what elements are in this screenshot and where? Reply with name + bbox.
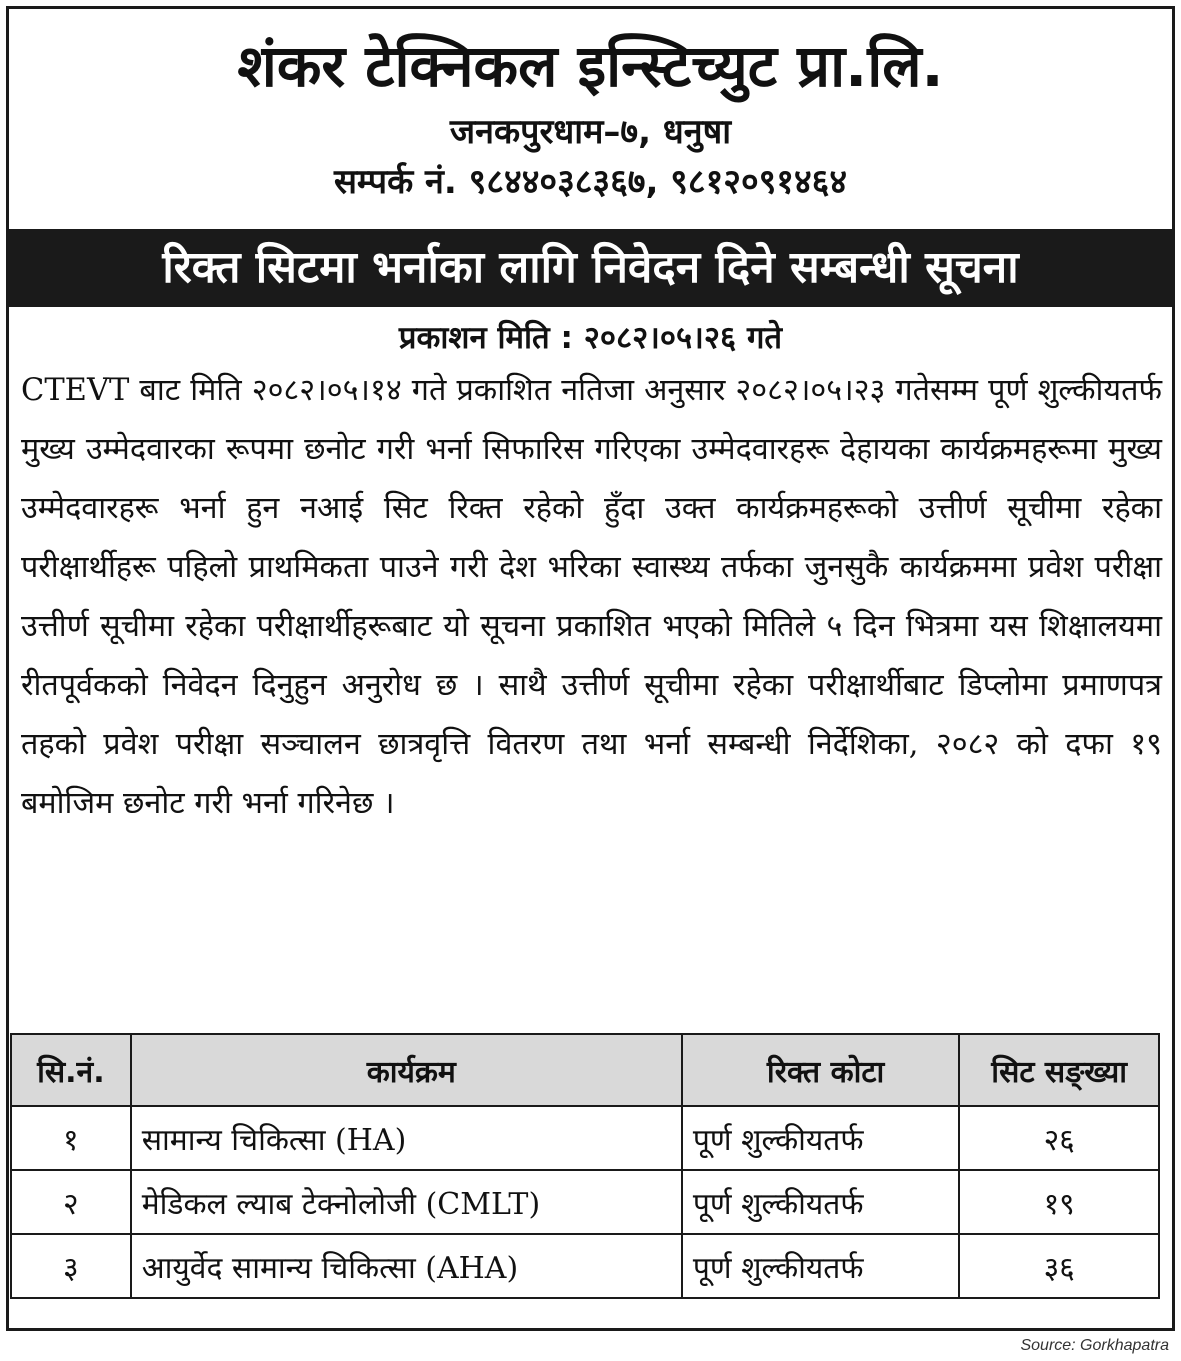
notice-body: CTEVT बाट मिति २०८२।०५।१४ गते प्रकाशित नतिजा अनुसार २०८२।०५।२३ गतेसम्म पूर्ण शुल्कीयतर्फ मुख्य उम्मेदवारका रूपमा छनोट गरी भर्ना सिफारिस गरिएका उम्मेदवारहरू देहायका कार्यक्रमहरूमा मुख्य उम्मेदवारहरू भर्ना हुन नआई सिट रिक्त रहेको हुँदा उक्त कार्यक्रमहरूको उत्तीर्ण सूचीमा रहेका परीक्षार्थीहरू पहिलो प्राथमिकता पाउने गरी देश भरिका स्वास्थ्य तर्फका जुनसुकै कार्यक्रममा प्रवेश परीक्षा उत्तीर्ण सूचीमा रहेका परीक्षार्थीहरूबाट यो सूचना प्रकाशित भएको मितिले ५ दिन भित्रमा यस शिक्षालयमा रीतपूर्वकको निवेदन दिनुहुन अनुरोध छ । साथै उत्तीर्ण सूचीमा रहेका परीक्षार्थीबाट डिप्लोमा प्रमाणपत्र तहको प्रवेश परीक्षा सञ्चालन छात्रवृत्ति वितरण तथा भर्ना सम्बन्धी निर्देशिका, २०८२ को दफा १९ बमोजिम छनोट गरी भर्ना गरिनेछ । (21, 373, 1162, 821)
notice-title: रिक्त सिटमा भर्नाका लागि निवेदन दिने सम्बन्धी सूचना (9, 229, 1172, 307)
publication-date: प्रकाशन मिति : २०८२।०५।२६ गते (398, 320, 783, 356)
source-credit: Source: Gorkhapatra (1020, 1337, 1169, 1354)
cell-program: आयुर्वेद सामान्य चिकित्सा (AHA) (131, 1234, 682, 1298)
cell-quota: पूर्ण शुल्कीयतर्फ (682, 1170, 959, 1234)
organization-contact: सम्पर्क नं. ९८४४०३८३६७, ९८१२०९१४६४ (333, 162, 848, 202)
organization-address: जनकपुरधाम–७, धनुषा (449, 112, 732, 152)
cell-serial: १ (11, 1106, 131, 1170)
cell-program: मेडिकल ल्याब टेक्नोलोजी (CMLT) (131, 1170, 682, 1234)
cell-seats: २६ (959, 1106, 1159, 1170)
cell-quota: पूर्ण शुल्कीयतर्फ (682, 1106, 959, 1170)
cell-quota: पूर्ण शुल्कीयतर्फ (682, 1234, 959, 1298)
cell-serial: ३ (11, 1234, 131, 1298)
programs-table (10, 1033, 1160, 1299)
table-row (11, 1170, 1159, 1234)
table-row (11, 1234, 1159, 1298)
cell-seats: ३६ (959, 1234, 1159, 1298)
cell-serial: २ (11, 1170, 131, 1234)
header-quota: रिक्त कोटा (682, 1034, 959, 1106)
cell-seats: १९ (959, 1170, 1159, 1234)
organization-name: शंकर टेक्निकल इन्स्टिच्युट प्रा.लि. (237, 32, 944, 100)
header-seats: सिट सङ्ख्या (959, 1034, 1159, 1106)
cell-program: सामान्य चिकित्सा (HA) (131, 1106, 682, 1170)
table-header-row (11, 1034, 1159, 1106)
header-serial: सि.नं. (11, 1034, 131, 1106)
header-program: कार्यक्रम (131, 1034, 682, 1106)
table-row (11, 1106, 1159, 1170)
notice-header (9, 9, 1172, 229)
